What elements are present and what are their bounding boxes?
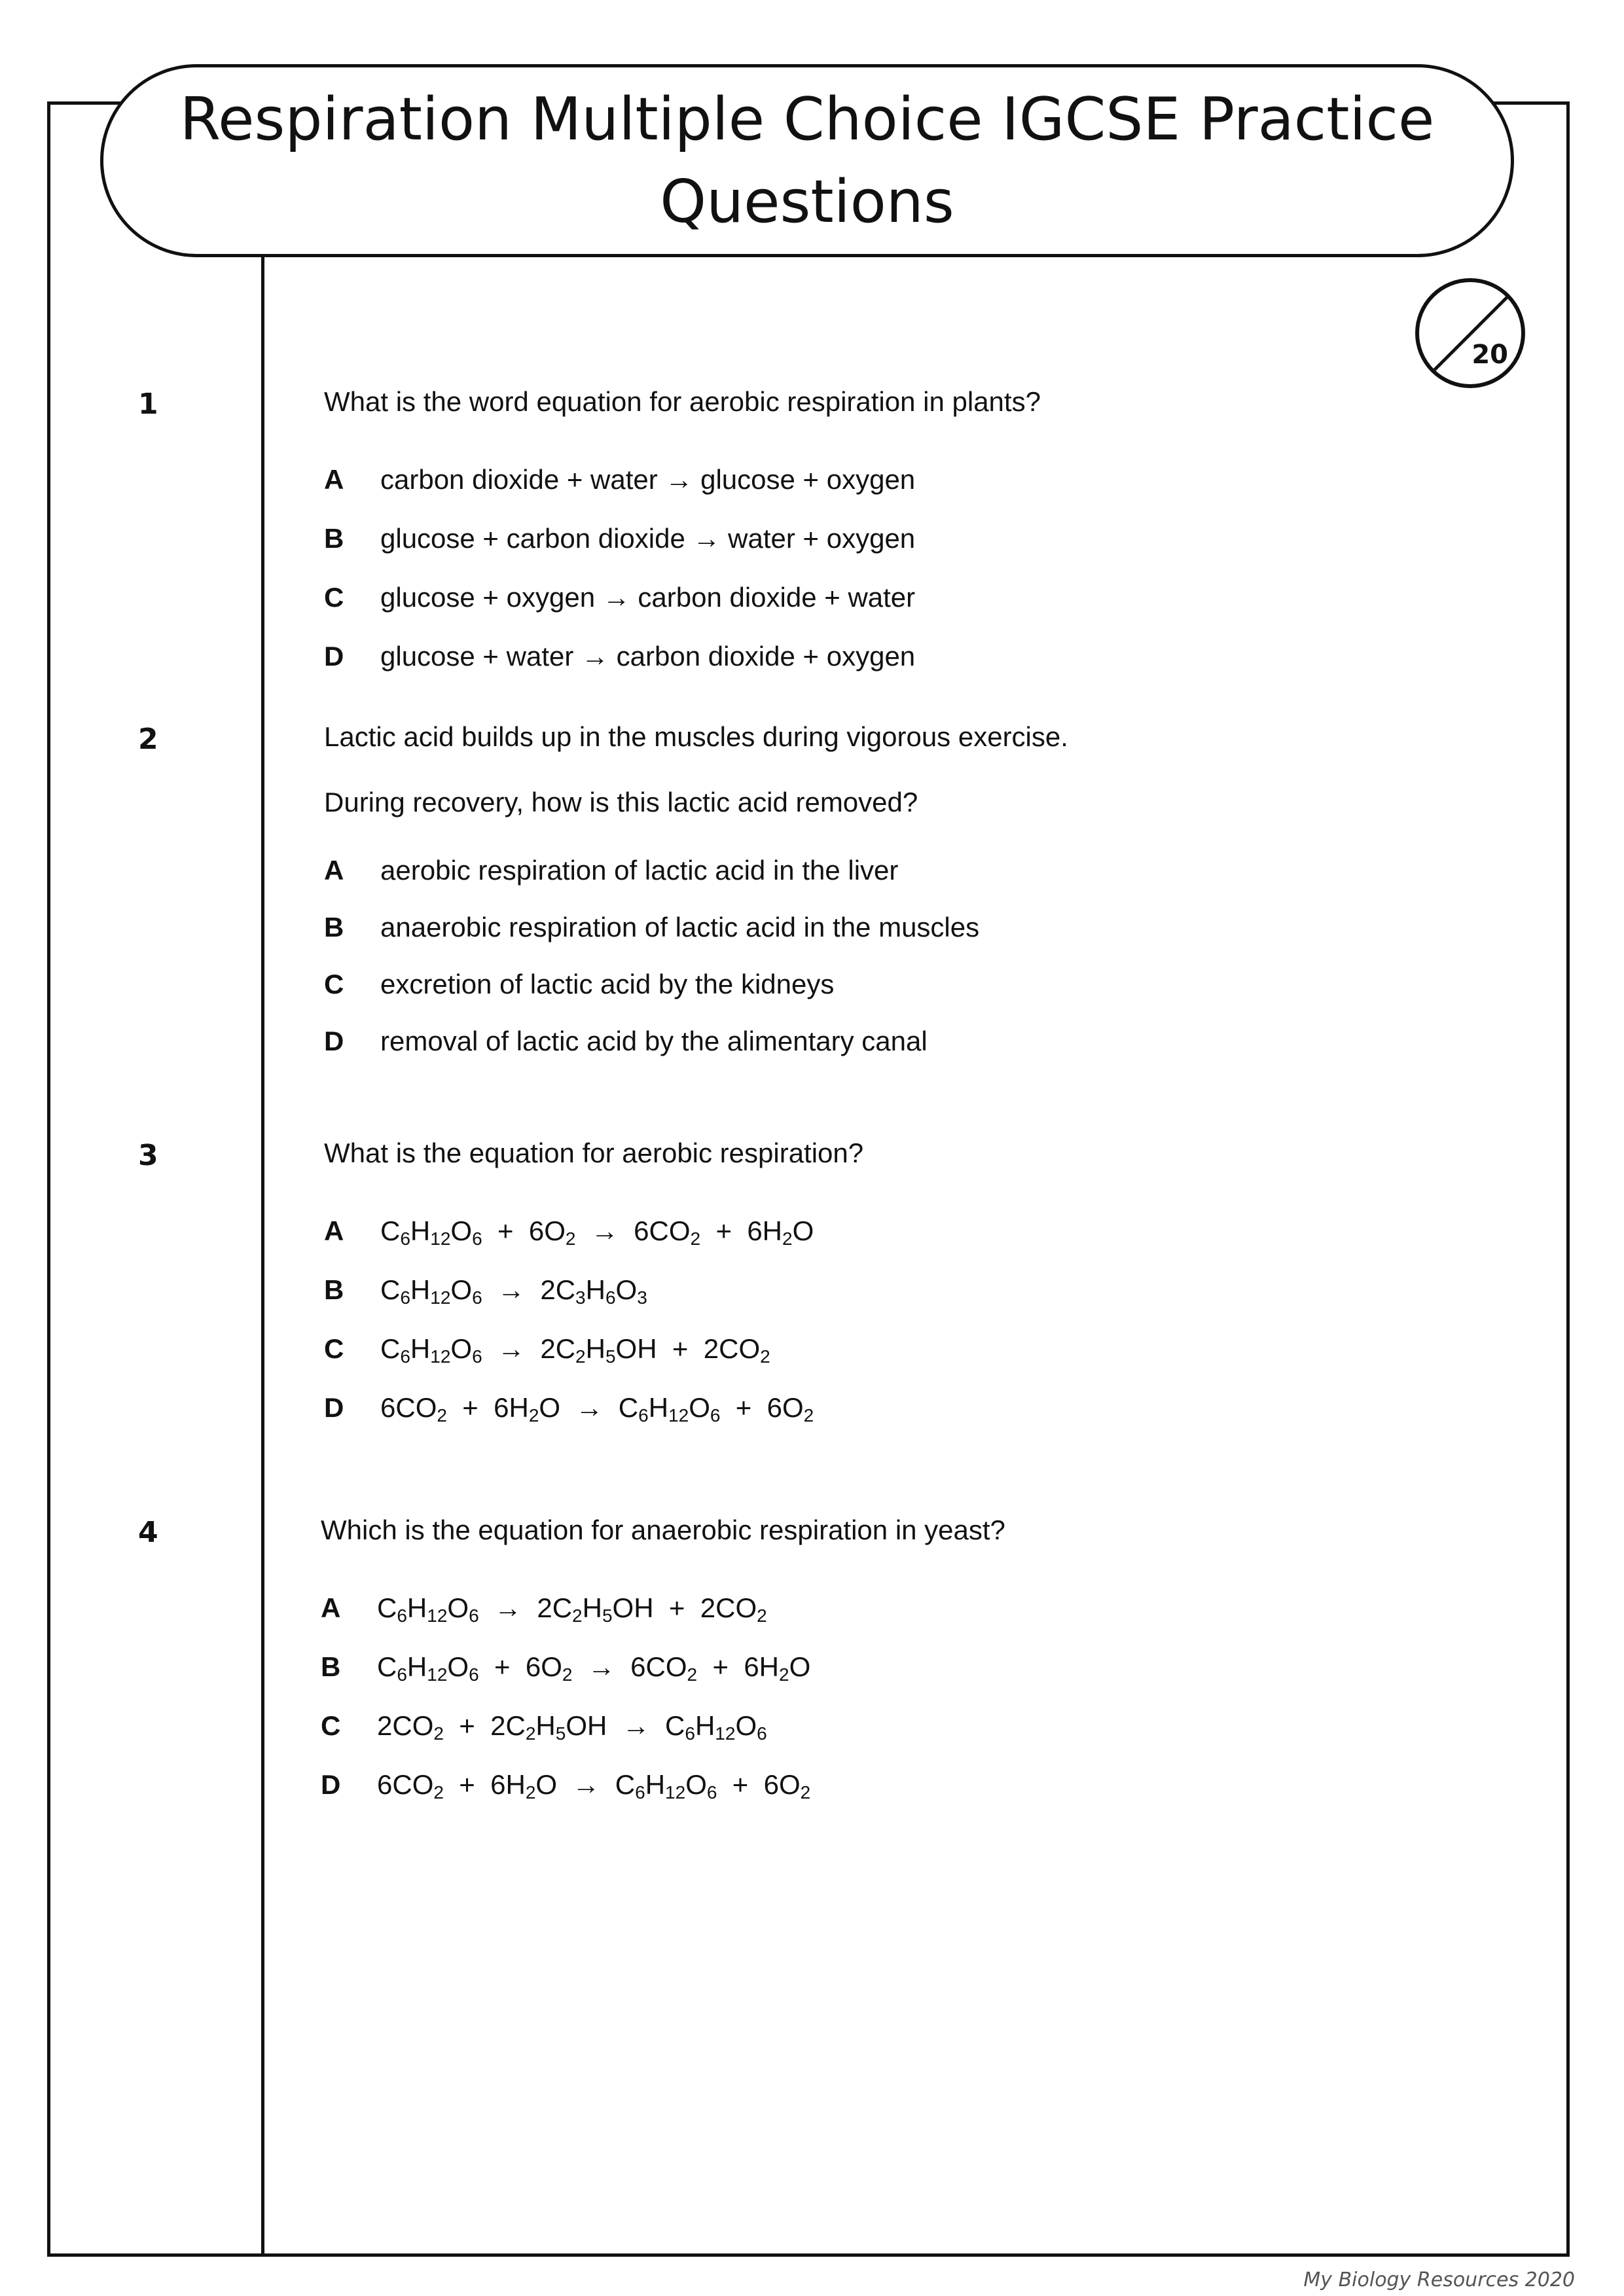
option-b[interactable] — [320, 509, 1498, 568]
score-circle — [1415, 278, 1525, 388]
option-letter: D — [324, 1025, 344, 1056]
option-letter: D — [321, 1769, 341, 1800]
option-text: $C_6H_{12}O_6 + 6O_2 \to 6CO_2 + 6H_2O$ — [380, 1215, 814, 1249]
option-letter: A — [321, 1592, 341, 1623]
option-text: $C_6H_{12}O_6 \to 2C_2H_5OH + 2CO_2$ — [377, 1592, 767, 1626]
option-letter: B — [324, 523, 344, 554]
option-a[interactable] — [320, 1202, 1498, 1261]
option-letter: C — [324, 1333, 344, 1364]
question-1 — [320, 385, 1498, 686]
question-number: 4 — [138, 1516, 158, 1549]
score-total: 20 — [1471, 340, 1508, 370]
option-b[interactable] — [317, 1638, 1495, 1696]
question-3 — [320, 1136, 1498, 1437]
question-stem: Lactic acid builds up in the muscles during vigorous exercise. — [324, 721, 1068, 752]
option-text: carbon dioxide + water → glucose + oxygen — [380, 464, 916, 495]
option-text: glucose + water → carbon dioxide + oxygen — [380, 641, 916, 672]
option-letter: D — [324, 1392, 344, 1423]
option-text: $6CO_2 + 6H_2O \to C_6H_{12}O_6 + 6O_2$ — [377, 1769, 811, 1803]
option-text: $C_6H_{12}O_6 \to 2C_2H_5OH + 2CO_2$ — [380, 1333, 770, 1367]
question-2 — [320, 720, 1498, 1069]
question-4 — [317, 1513, 1495, 1814]
option-letter: B — [324, 911, 344, 942]
option-c[interactable] — [317, 1696, 1495, 1755]
question-number: 3 — [138, 1139, 158, 1172]
option-text: anaerobic respiration of lactic acid in the muscles — [380, 911, 980, 942]
option-text: excretion of lactic acid by the kidneys — [380, 968, 835, 999]
option-c[interactable] — [320, 956, 1498, 1013]
margin-divider — [261, 252, 264, 2257]
question-stem: What is the word equation for aerobic respiration in plants? — [324, 386, 1041, 417]
option-letter: A — [324, 1215, 344, 1246]
option-b[interactable] — [320, 899, 1498, 956]
option-letter: A — [324, 854, 344, 886]
option-letter: A — [324, 464, 344, 495]
question-number: 2 — [138, 723, 158, 756]
option-text: $C_6H_{12}O_6 + 6O_2 \to 6CO_2 + 6H_2O$ — [377, 1651, 811, 1685]
option-letter: C — [324, 968, 344, 999]
option-letter: C — [321, 1710, 341, 1741]
option-c[interactable] — [320, 1319, 1498, 1378]
option-text: glucose + oxygen → carbon dioxide + water — [380, 582, 916, 613]
option-a[interactable] — [317, 1579, 1495, 1638]
option-c[interactable] — [320, 568, 1498, 627]
option-letter: C — [324, 582, 344, 613]
option-text: $6CO_2 + 6H_2O \to C_6H_{12}O_6 + 6O_2$ — [380, 1392, 814, 1426]
question-stem: During recovery, how is this lactic acid removed? — [324, 787, 918, 817]
option-d[interactable] — [320, 1378, 1498, 1437]
question-stem: Which is the equation for anaerobic respiration in yeast? — [321, 1515, 1005, 1545]
option-a[interactable] — [320, 450, 1498, 509]
option-d[interactable] — [320, 1013, 1498, 1069]
option-d[interactable] — [320, 627, 1498, 686]
footer-credit: My Biology Resources 2020 — [1303, 2269, 1575, 2291]
option-d[interactable] — [317, 1755, 1495, 1814]
option-text: glucose + carbon dioxide → water + oxygen — [380, 523, 916, 554]
option-text: removal of lactic acid by the alimentary canal — [380, 1025, 928, 1056]
page-title: Respiration Multiple Choice IGCSE Practice Questions — [179, 84, 1435, 236]
option-text: $C_6H_{12}O_6 \to 2C_3H_6O_3$ — [380, 1274, 647, 1308]
option-a[interactable] — [320, 842, 1498, 899]
option-letter: B — [321, 1651, 341, 1682]
option-letter: D — [324, 641, 344, 672]
question-number: 1 — [138, 387, 158, 421]
option-text: aerobic respiration of lactic acid in the liver — [380, 854, 899, 886]
question-stem: What is the equation for aerobic respiration? — [324, 1138, 864, 1168]
option-text: $2CO_2 + 2C_2H_5OH \to C_6H_{12}O_6$ — [377, 1710, 767, 1744]
option-b[interactable] — [320, 1261, 1498, 1319]
option-letter: B — [324, 1274, 344, 1305]
title-banner — [100, 64, 1514, 257]
